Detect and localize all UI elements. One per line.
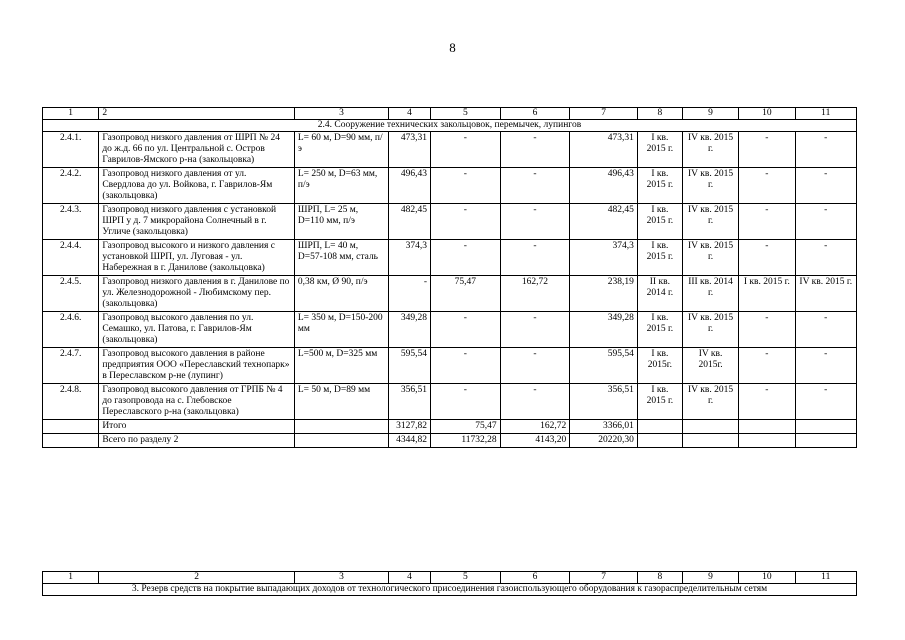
cell-c4: 496,43 [389, 168, 431, 204]
cell-c5: - [431, 204, 501, 240]
cell-c8: I кв. 2015г. [637, 348, 682, 384]
col-header: 9 [682, 108, 738, 120]
col-header: 3 [294, 572, 388, 584]
cell-c8: I кв. 2015 г. [637, 240, 682, 276]
section-total-c5: 11732,28 [431, 434, 501, 448]
cell-c5: 75,47 [431, 276, 501, 312]
cell-c7: 238,19 [570, 276, 638, 312]
total-c6: 162,72 [500, 420, 570, 434]
cell-c9: IV кв. 2015 г. [682, 132, 738, 168]
col-header: 2 [99, 108, 295, 120]
table-row [43, 240, 857, 276]
cell-c11: - [795, 204, 856, 240]
section-total-c4: 4344,82 [389, 434, 431, 448]
cell-c4: 482,45 [389, 204, 431, 240]
column-number-row [43, 108, 857, 120]
cell-c7: 356,51 [570, 384, 638, 420]
cell-c6: 162,72 [500, 276, 570, 312]
col-header: 11 [795, 108, 856, 120]
cell-c10: I кв. 2015 г. [739, 276, 795, 312]
section-total-row [43, 434, 857, 448]
cell-c10: - [739, 168, 795, 204]
object-spec: 0,38 км, Ø 90, п/э [294, 276, 388, 312]
row-number: 2.4.3. [43, 204, 99, 240]
section-total-c6: 4143,20 [500, 434, 570, 448]
table-row [43, 312, 857, 348]
object-spec: ШРП, L= 25 м, D=110 мм, п/э [294, 204, 388, 240]
cell-c9: IV кв. 2015 г. [682, 384, 738, 420]
col-header: 7 [570, 108, 638, 120]
col-header: 5 [431, 572, 501, 584]
table-row [43, 348, 857, 384]
cell-c5: - [431, 132, 501, 168]
object-name: Газопровод высокого давления от ГРПБ № 4 до газопровода на с. Глебовское Переславского р-на (закольцовка) [99, 384, 295, 420]
cell-c5: - [431, 168, 501, 204]
cell-c9: IV кв. 2015 г. [682, 312, 738, 348]
object-name: Газопровод низкого давления от ШРП № 24 до ж.д. 66 по ул. Центральной с. Остров Гаврилов-Ямского р-на (закольцовка) [99, 132, 295, 168]
investment-table [42, 107, 857, 448]
col-header: 4 [389, 572, 431, 584]
cell-c4: 473,31 [389, 132, 431, 168]
row-number: 2.4.8. [43, 384, 99, 420]
cell-c11: - [795, 240, 856, 276]
object-spec: L= 350 м, D=150-200 мм [294, 312, 388, 348]
cell-c6: - [500, 348, 570, 384]
cell-c6: - [500, 240, 570, 276]
table-row [43, 384, 857, 420]
object-spec: L= 250 м, D=63 мм, п/э [294, 168, 388, 204]
cell-c7: 349,28 [570, 312, 638, 348]
cell-c11: - [795, 348, 856, 384]
row-number: 2.4.1. [43, 132, 99, 168]
col-header: 4 [389, 108, 431, 120]
cell-c4: - [389, 276, 431, 312]
cell-c4: 356,51 [389, 384, 431, 420]
cell-c8: I кв. 2015 г. [637, 132, 682, 168]
col-header: 8 [637, 572, 682, 584]
total-c7: 3366,01 [570, 420, 638, 434]
cell-c4: 374,3 [389, 240, 431, 276]
col-header: 3 [294, 108, 388, 120]
object-spec: ШРП, L= 40 м, D=57-108 мм, сталь [294, 240, 388, 276]
total-c4: 3127,82 [389, 420, 431, 434]
cell-c6: - [500, 132, 570, 168]
cell-c5: - [431, 312, 501, 348]
col-header: 1 [43, 572, 99, 584]
cell-c9: IV кв. 2015 г. [682, 240, 738, 276]
table-row [43, 168, 857, 204]
cell-c9: IV кв. 2015 г. [682, 204, 738, 240]
total-row [43, 420, 857, 434]
cell-c7: 496,43 [570, 168, 638, 204]
cell-c10: - [739, 312, 795, 348]
cell-c11: - [795, 132, 856, 168]
cell-c5: - [431, 240, 501, 276]
section-title: 2.4. Сооружение технических закольцовок, перемычек, лупингов [43, 120, 857, 132]
col-header: 7 [570, 572, 638, 584]
col-header: 10 [739, 108, 795, 120]
cell-c5: - [431, 348, 501, 384]
object-name: Газопровод высокого давления в районе предприятия ООО «Переславский технопарк» в Переславском р-не (лупинг) [99, 348, 295, 384]
row-number: 2.4.7. [43, 348, 99, 384]
cell-c11: - [795, 384, 856, 420]
table-row [43, 132, 857, 168]
col-header: 5 [431, 108, 501, 120]
col-header: 6 [500, 572, 570, 584]
object-name: Газопровод высокого давления по ул. Семашко, ул. Патова, г. Гаврилов-Ям (закольцовка) [99, 312, 295, 348]
cell-c10: - [739, 132, 795, 168]
object-spec: L= 60 м, D=90 мм, п/э [294, 132, 388, 168]
cell-c10: - [739, 384, 795, 420]
row-number: 2.4.5. [43, 276, 99, 312]
object-spec: L=500 м, D=325 мм [294, 348, 388, 384]
cell-c11: IV кв. 2015 г. [795, 276, 856, 312]
object-name: Газопровод низкого давления в г. Данилове по ул. Железнодорожной - Любимскому пер.(закольцовка) [99, 276, 295, 312]
cell-c10: - [739, 240, 795, 276]
section-total-c7: 20220,30 [570, 434, 638, 448]
row-number: 2.4.2. [43, 168, 99, 204]
cell-c7: 482,45 [570, 204, 638, 240]
cell-c8: I кв. 2015 г. [637, 204, 682, 240]
cell-c11: - [795, 312, 856, 348]
object-name: Газопровод низкого давления с установкой ШРП у д. 7 микрорайона Солнечный в г. Угличе (закольцовка) [99, 204, 295, 240]
cell-c7: 473,31 [570, 132, 638, 168]
cell-c5: - [431, 384, 501, 420]
row-number: 2.4.6. [43, 312, 99, 348]
cell-c11: - [795, 168, 856, 204]
cell-c6: - [500, 384, 570, 420]
col-header: 11 [795, 572, 856, 584]
section3-title: 3. Резерв средств на покрытие выпадающих доходов от технологического присоединения газоиспользующего оборудования к газораспределительным сетям [43, 584, 857, 596]
cell-c4: 349,28 [389, 312, 431, 348]
col-header: 10 [739, 572, 795, 584]
section-title-row [43, 120, 857, 132]
page-number: 8 [449, 40, 456, 55]
section3-table [42, 571, 857, 596]
cell-c9: IV кв. 2015 г. [682, 168, 738, 204]
cell-c9: III кв. 2014 г. [682, 276, 738, 312]
section-total-label: Всего по разделу 2 [99, 434, 295, 448]
cell-c10: - [739, 204, 795, 240]
object-spec: L= 50 м, D=89 мм [294, 384, 388, 420]
col-header: 9 [682, 572, 738, 584]
cell-c10: - [739, 348, 795, 384]
col-header: 8 [637, 108, 682, 120]
col-header: 1 [43, 108, 99, 120]
cell-c6: - [500, 168, 570, 204]
cell-c4: 595,54 [389, 348, 431, 384]
cell-c8: I кв. 2015 г. [637, 384, 682, 420]
cell-c8: I кв. 2015 г. [637, 168, 682, 204]
cell-c7: 374,3 [570, 240, 638, 276]
section3-title-row [43, 584, 857, 596]
column-number-row [43, 572, 857, 584]
cell-c9: IV кв. 2015г. [682, 348, 738, 384]
object-name: Газопровод низкого давления от ул. Свердлова до ул. Войкова, г. Гаврилов-Ям (закольцовка) [99, 168, 295, 204]
total-label: Итого [99, 420, 295, 434]
table-row [43, 204, 857, 240]
table-row [43, 276, 857, 312]
total-c5: 75,47 [431, 420, 501, 434]
cell-c6: - [500, 204, 570, 240]
cell-c6: - [500, 312, 570, 348]
row-number: 2.4.4. [43, 240, 99, 276]
cell-c7: 595,54 [570, 348, 638, 384]
col-header: 6 [500, 108, 570, 120]
cell-c8: I кв. 2015 г. [637, 312, 682, 348]
object-name: Газопровод высокого и низкого давления с установкой ШРП, ул. Луговая - ул. Набережная в г. Данилове (закольцовка) [99, 240, 295, 276]
col-header: 2 [99, 572, 295, 584]
cell-c8: II кв. 2014 г. [637, 276, 682, 312]
